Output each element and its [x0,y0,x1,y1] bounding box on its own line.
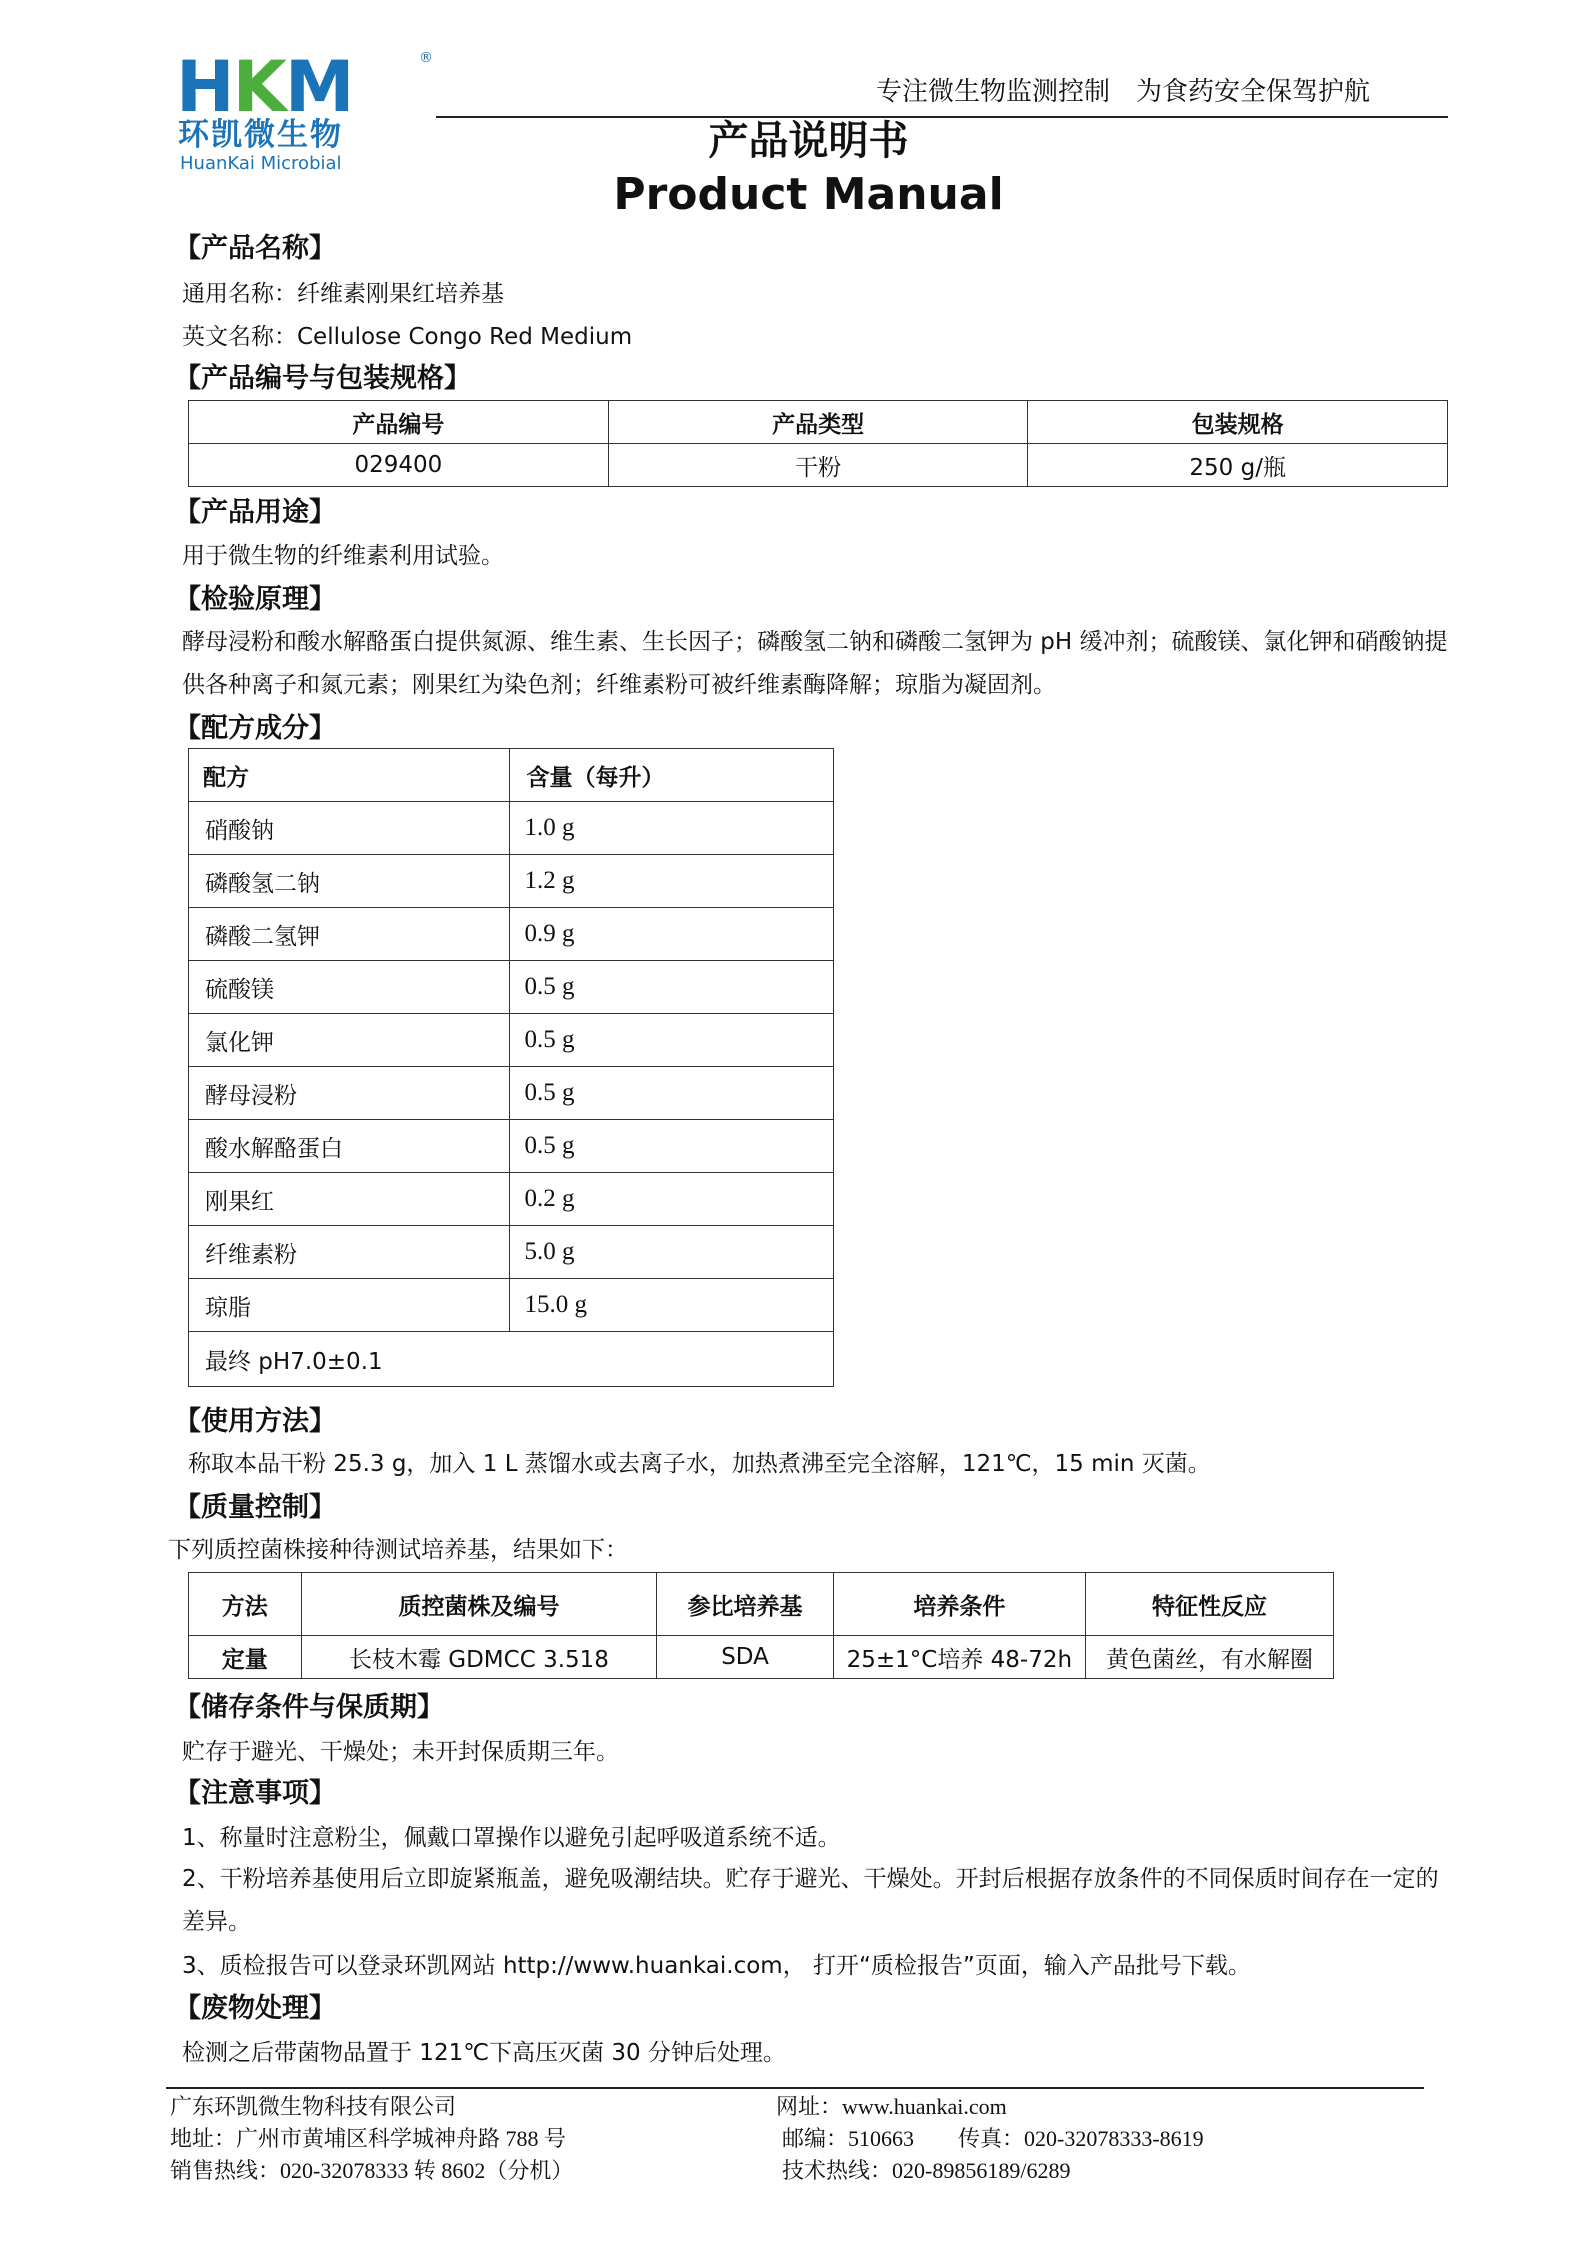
final-ph: 最终 pH7.0±0.1 [189,1332,834,1387]
column-header: 培养条件 [833,1573,1085,1636]
quality-intro: 下列质控菌株接种待测试培养基，结果如下： [168,1537,628,1563]
method-text: 称取本品干粉 25.3 g，加入 1 L 蒸馏水或去离子水，加热煮沸至完全溶解，121℃，15 min 灭菌。 [188,1451,1211,1477]
ingredient-name: 酵母浸粉 [189,1067,510,1120]
table-row [189,1173,834,1226]
section-heading-principle: 【检验原理】 [174,584,336,615]
ingredient-amount: 0.5 g [510,1067,834,1120]
section-heading-disposal: 【废物处理】 [174,1993,336,2024]
table-row [189,1636,1334,1679]
package-spec: 250 g/瓶 [1028,444,1448,487]
logo-letter-m: M [284,46,353,128]
header-slogan: 专注微生物监测控制 为食药安全保驾护航 [876,77,1371,107]
common-name: 通用名称：纤维素刚果红培养基 [182,281,504,307]
storage-text: 贮存于避光、干燥处；未开封保质期三年。 [182,1739,619,1765]
column-header: 包装规格 [1028,401,1448,444]
registered-mark: ® [419,50,433,66]
packaging-table [188,400,1448,487]
footer-postcode: 邮编：510663 [782,2126,915,2151]
column-header: 参比培养基 [657,1573,833,1636]
table-row [189,908,834,961]
logo-letter-h: H [176,46,233,128]
ingredient-name: 酸水解酪蛋白 [189,1120,510,1173]
table-header-row [189,1573,1334,1636]
logo-mark [176,46,353,128]
column-header: 产品类型 [608,401,1028,444]
ingredient-amount: 1.2 g [510,855,834,908]
column-header: 特征性反应 [1085,1573,1333,1636]
section-heading-storage: 【储存条件与保质期】 [174,1692,444,1723]
ingredient-name: 纤维素粉 [189,1226,510,1279]
footer-address: 地址：广州市黄埔区科学城神舟路 788 号 [170,2126,567,2151]
footer-website: 网址：www.huankai.com [776,2094,1007,2119]
table-row [189,1014,834,1067]
section-heading-method: 【使用方法】 [174,1406,336,1437]
column-header: 配方 [189,749,510,802]
english-name: 英文名称：Cellulose Congo Red Medium [182,324,633,350]
page-title-english: Product Manual [613,169,1004,220]
logo-letter-k: K [232,46,285,128]
section-heading-packaging: 【产品编号与包装规格】 [174,363,471,394]
footer-company: 广东环凯微生物科技有限公司 [170,2094,457,2119]
footer-sales-hotline: 销售热线：020-32078333 转 8602（分机） [170,2158,574,2183]
ingredient-amount: 1.0 g [510,802,834,855]
table-row [189,444,1448,487]
ingredient-name: 硝酸钠 [189,802,510,855]
table-row [189,1226,834,1279]
ingredient-amount: 15.0 g [510,1279,834,1332]
ingredient-amount: 0.5 g [510,1014,834,1067]
ingredient-name: 硫酸镁 [189,961,510,1014]
formula-table [188,748,834,1387]
section-heading-product-name: 【产品名称】 [174,233,336,264]
quality-control-table [188,1572,1334,1679]
qc-reference-medium: SDA [657,1636,833,1679]
ingredient-amount: 0.2 g [510,1173,834,1226]
qc-characteristic-reaction: 黄色菌丝，有水解圈 [1085,1636,1333,1679]
table-row [189,961,834,1014]
logo-english-name: HuanKai Microbial [180,153,342,174]
footer-tech-hotline: 技术热线：020-89856189/6289 [782,2158,1071,2183]
ingredient-amount: 0.9 g [510,908,834,961]
ingredient-amount: 5.0 g [510,1226,834,1279]
logo-chinese-name: 环凯微生物 [178,117,343,153]
table-row [189,1332,834,1387]
product-type: 干粉 [608,444,1028,487]
ingredient-name: 磷酸二氢钾 [189,908,510,961]
table-row [189,1120,834,1173]
ingredient-name: 琼脂 [189,1279,510,1332]
note-item: 2、干粉培养基使用后立即旋紧瓶盖，避免吸潮结块。贮存于避光、干燥处。开封后根据存放条件的不同保质时间存在一定的差异。 [182,1866,1439,1935]
principle-text: 酵母浸粉和酸水解酪蛋白提供氮源、维生素、生长因子；磷酸氢二钠和磷酸二氢钾为 pH 缓冲剂；硫酸镁、氯化钾和硝酸钠提供各种离子和氮元素；刚果红为染色剂；纤维素粉可被纤维素酶降解；琼脂为凝固剂。 [182,629,1448,698]
footer-fax: 传真：020-32078333-8619 [958,2126,1204,2151]
ingredient-amount: 0.5 g [510,1120,834,1173]
table-row [189,855,834,908]
column-header: 质控菌株及编号 [301,1573,657,1636]
product-code: 029400 [189,444,609,487]
ingredient-amount: 0.5 g [510,961,834,1014]
column-header: 方法 [189,1573,302,1636]
qc-strain: 长枝木霉 GDMCC 3.518 [301,1636,657,1679]
ingredient-name: 氯化钾 [189,1014,510,1067]
disposal-text: 检测之后带菌物品置于 121℃下高压灭菌 30 分钟后处理。 [182,2040,786,2066]
page-title-chinese: 产品说明书 [708,118,909,164]
note-item: 3、质检报告可以登录环凯网站 http://www.huankai.com， 打开“质检报告”页面，输入产品批号下载。 [182,1953,1251,1979]
ingredient-name: 磷酸氢二钠 [189,855,510,908]
footer-divider [166,2087,1424,2089]
column-header: 产品编号 [189,401,609,444]
table-row [189,1279,834,1332]
section-heading-quality: 【质量控制】 [174,1492,336,1523]
section-heading-usage: 【产品用途】 [174,497,336,528]
usage-text: 用于微生物的纤维素利用试验。 [182,543,504,569]
table-row [189,802,834,855]
table-header-row [189,749,834,802]
qc-culture-condition: 25±1°C培养 48-72h [833,1636,1085,1679]
section-heading-formula: 【配方成分】 [174,713,336,744]
section-heading-notes: 【注意事项】 [174,1778,336,1809]
ingredient-name: 刚果红 [189,1173,510,1226]
qc-method: 定量 [189,1636,302,1679]
column-header: 含量（每升） [510,749,834,802]
table-header-row [189,401,1448,444]
table-row [189,1067,834,1120]
note-item: 1、称量时注意粉尘，佩戴口罩操作以避免引起呼吸道系统不适。 [182,1825,841,1851]
